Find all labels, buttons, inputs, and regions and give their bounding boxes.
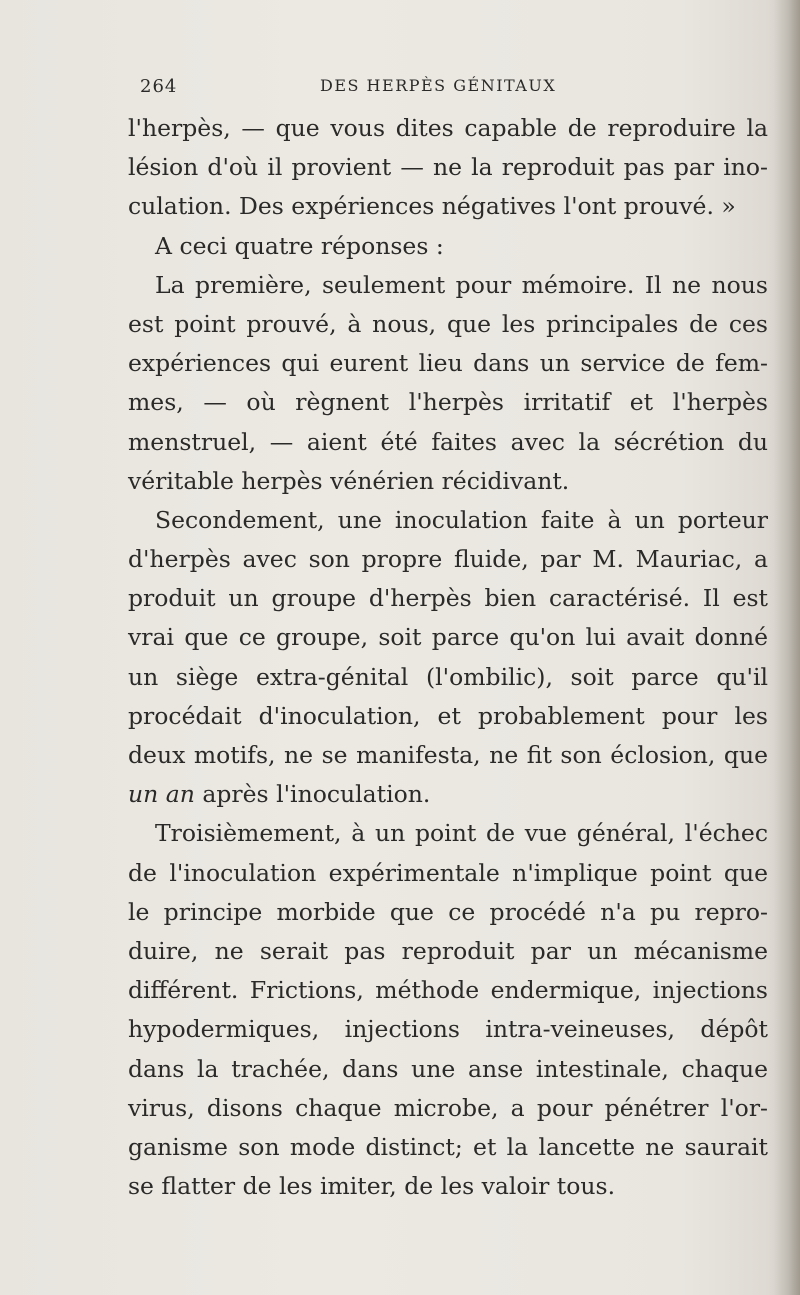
running-title: DES HERPÈS GÉNITAUX <box>320 76 557 95</box>
italic-phrase: un an <box>128 780 195 809</box>
text-line: le principe morbide que ce procédé n'a pu repro- <box>128 897 768 926</box>
paragraph-line: Secondement, une inoculation faite à un porteur <box>155 505 768 534</box>
page-edge-shadow <box>774 0 800 1295</box>
text-line: culation. Des expériences négatives l'ont prouvé. » <box>128 192 736 221</box>
text-line: virus, disons chaque microbe, a pour pénétrer l'or- <box>128 1093 768 1122</box>
text-line: deux motifs, ne se manifesta, ne fit son éclosion, que <box>128 741 768 769</box>
text-line: véritable herpès vénérien récidivant. <box>128 466 570 495</box>
text-line: dans la trachée, dans une anse intestinale, chaque <box>128 1054 768 1083</box>
text-line: duire, ne serait pas reproduit par un mécanisme <box>128 936 768 965</box>
body-text <box>128 109 768 1206</box>
text-line: lésion d'où il provient — ne la reproduit pas par ino- <box>128 153 768 182</box>
text-line: ganisme son mode distinct; et la lancette ne saurait <box>128 1132 768 1161</box>
paragraph-line: La première, seulement pour mémoire. Il ne nous <box>155 270 768 299</box>
text-line: mes, — où règnent l'herpès irritatif et l'herpès <box>128 388 768 417</box>
text-line: produit un groupe d'herpès bien caractérisé. Il est <box>128 584 768 613</box>
text-line: est point prouvé, à nous, que les principales de ces <box>128 309 768 338</box>
text-line: expériences qui eurent lieu dans un service de fem- <box>128 349 768 378</box>
text-line: l'herpès, — que vous dites capable de reproduire la <box>128 114 768 142</box>
text-line: un siège extra-génital (l'ombilic), soit parce qu'il <box>128 662 768 691</box>
text-line: de l'inoculation expérimentale n'implique point que <box>128 858 768 887</box>
running-header <box>140 76 660 102</box>
text-line <box>128 775 768 814</box>
text-line: hypodermiques, injections intra-veineuses, dépôt <box>128 1015 768 1044</box>
line-remainder: après l'inoculation. <box>194 780 431 809</box>
text-line: procédait d'inoculation, et probablement pour les <box>128 701 768 730</box>
text-line: menstruel, — aient été faites avec la sécrétion du <box>128 427 768 456</box>
text-line: se flatter de les imiter, de les valoir tous. <box>128 1172 616 1201</box>
page-number: 264 <box>140 76 178 97</box>
text-line: d'herpès avec son propre fluide, par M. Mauriac, a <box>128 545 768 574</box>
text-line: différent. Frictions, méthode endermique, injections <box>128 976 768 1005</box>
text-line: vrai que ce groupe, soit parce qu'on lui avait donné <box>128 623 768 652</box>
paragraph-line: A ceci quatre réponses : <box>155 231 444 260</box>
paragraph-line: Troisièmement, à un point de vue général, l'échec <box>155 819 768 848</box>
